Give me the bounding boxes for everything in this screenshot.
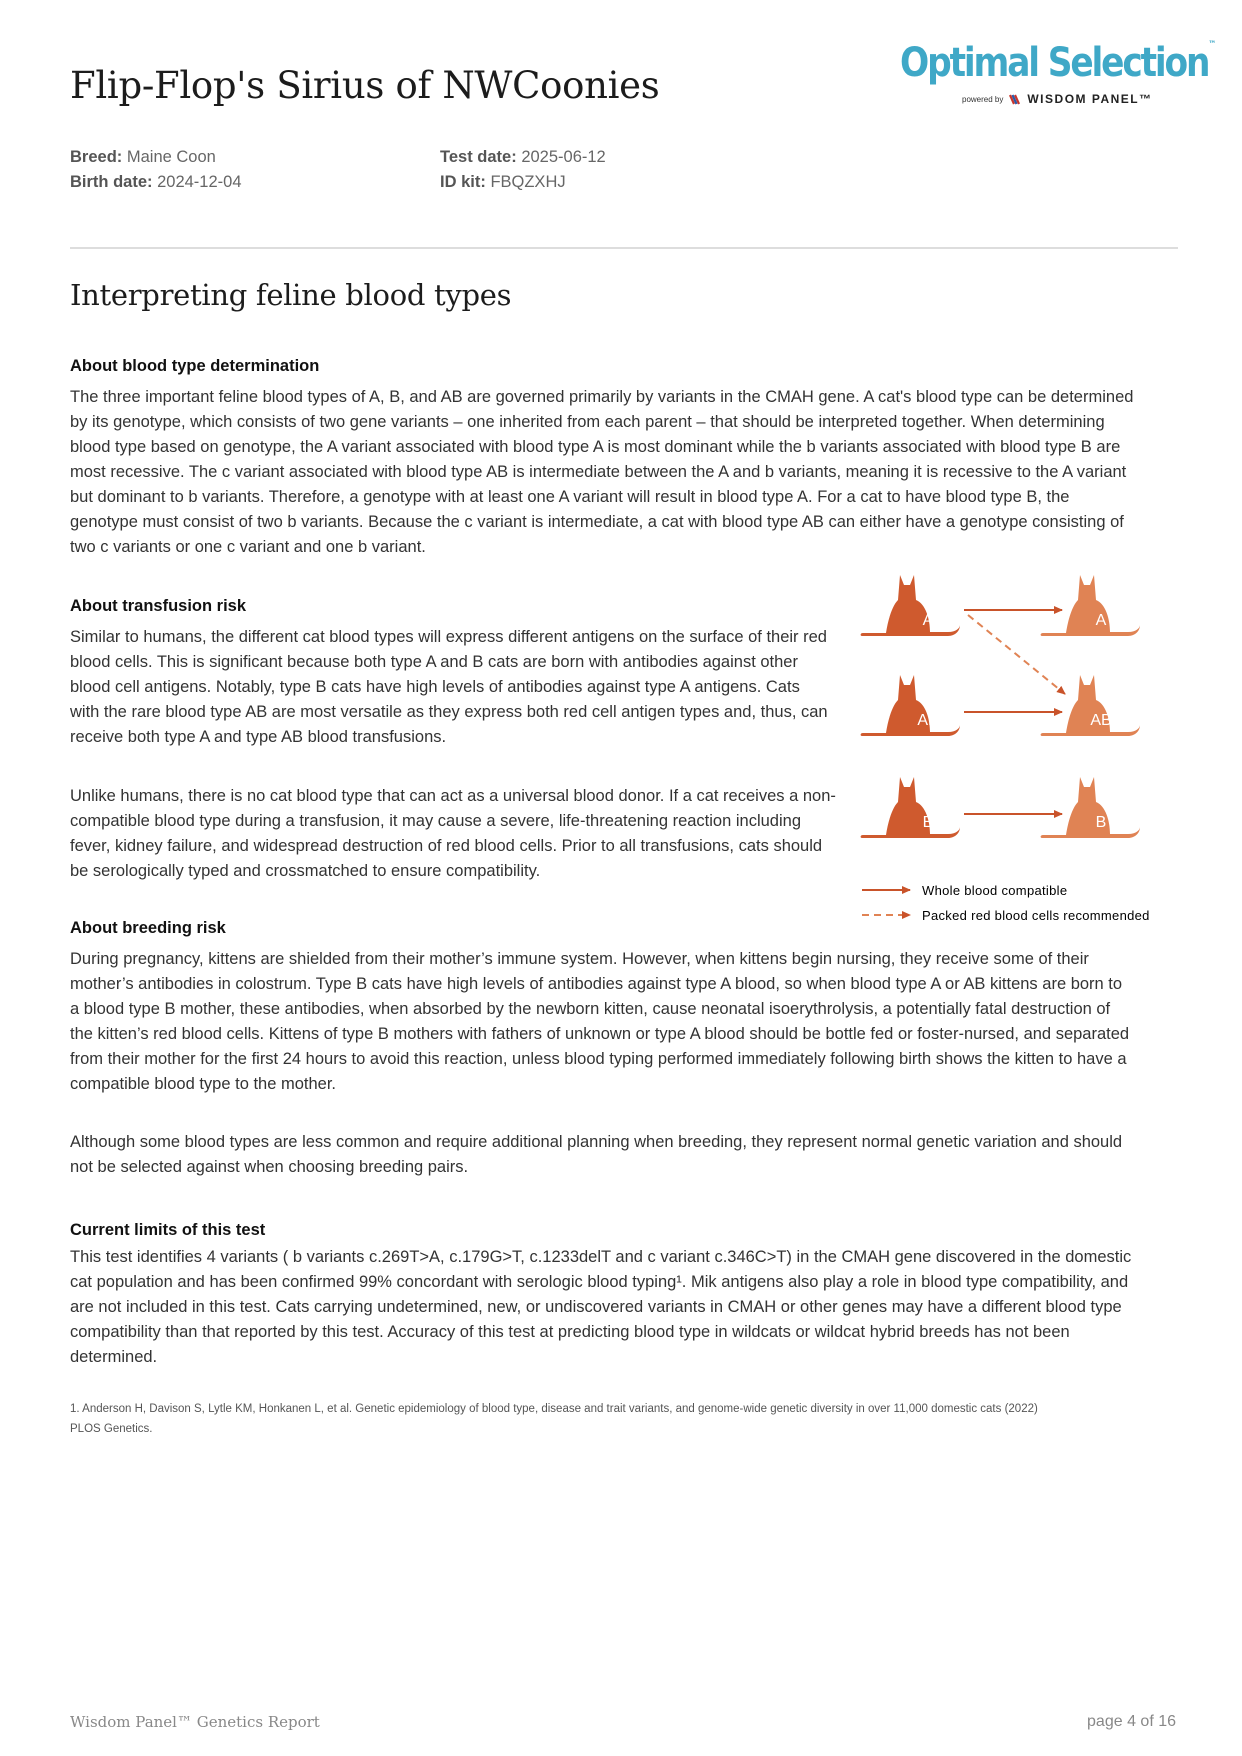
logo-wordmark: Optimal Selection™ bbox=[900, 40, 1217, 86]
svg-text:A: A bbox=[1095, 612, 1107, 629]
svg-text:B: B bbox=[1095, 814, 1107, 831]
page-number: page 4 of 16 bbox=[1087, 1713, 1176, 1730]
determination-paragraph: The three important feline blood types of A, B, and AB are governed primarily by variants in the CMAH gene. A cat's blood type can be determined by its genotype, which consists of two gene variants – one inherited from each parent – that should be interpreted together. When determining blood type based on genotype, the A variant associated with blood type A is most dominant while the b variants associated with blood type B are most recessive. The c variant associated with blood type AB is intermediate between the A and b variants, meaning it is recessive to the A variant but dominant to b variants. Therefore, a genotype with at least one A variant will result in blood type A. For a cat to have blood type B, the genotype must consist of two b variants. Because the c variant is intermediate, a cat with blood type AB can either have a genotype consisting of two c variants or one c variant and one b variant. bbox=[70, 388, 1134, 556]
svg-text:B: B bbox=[922, 814, 934, 831]
svg-text:AB: AB bbox=[917, 712, 939, 729]
footer-report-name: Wisdom Panel™ Genetics Report bbox=[70, 1713, 320, 1731]
recipient-cat-a bbox=[1041, 575, 1140, 636]
logo-powered-by: powered by WISDOM PANEL™ bbox=[962, 92, 1153, 106]
wisdom-panel-mark-icon bbox=[1009, 94, 1021, 105]
svg-text:AB: AB bbox=[1090, 712, 1112, 729]
determination-heading: About blood type determination bbox=[70, 357, 320, 375]
donor-cat-a bbox=[861, 575, 960, 636]
meta-left bbox=[70, 145, 242, 195]
breed-row: Breed: Maine Coon bbox=[70, 148, 216, 166]
donor-cat-ab bbox=[861, 675, 960, 736]
breeding-heading: About breeding risk bbox=[70, 919, 226, 937]
header-divider bbox=[70, 247, 1178, 249]
transfusion-paragraph-2: Unlike humans, there is no cat blood type that can act as a universal blood donor. If a cat receives a non- compatible blood type during a transfusion, it may cause a severe, life-threatening reaction including fever, kidney failure, and widespread destruction of red blood cells. Prior to all transfusions, cats should be serologically typed and crossmatched to ensure compatibility. bbox=[70, 787, 836, 880]
birth-date-row: Birth date: 2024-12-04 bbox=[70, 173, 242, 191]
recipient-cat-ab bbox=[1041, 675, 1140, 736]
meta-right bbox=[440, 145, 606, 195]
limits-paragraph: This test identifies 4 variants ( b variants c.269T>A, c.179G>T, c.1233delT and c variant c.346C>T) in the CMAH gene discovered in the domestic cat population and has been confirmed 99% concordant with serologic blood typing¹. Mik antigens also play a role in blood type compatibility, and are not included in this test. Cats carrying undetermined, new, or undiscovered variants in CMAH or other genes may have a different blood type compatibility than that reported by this test. Accuracy of this test at predicting blood type in wildcats or wildcat hybrid breeds has not been determined. bbox=[70, 1248, 1132, 1366]
donor-cat-b bbox=[861, 777, 960, 838]
legend-dashed-label: Packed red blood cells recommended bbox=[922, 908, 1150, 923]
blood-compatibility-diagram bbox=[860, 570, 1180, 940]
transfusion-paragraph-1: Similar to humans, the different cat blood types will express different antigens on the surface of their red blood cells. This is significant because both type A and B cats are born with antibodies against other blood cell antigens. Notably, type B cats have high levels of antibodies against type A antigens. Cats with the rare blood type AB are most versatile as they express both red cell antigen types and, thus, can receive both type A and type AB blood transfusions. bbox=[70, 628, 828, 746]
optimal-selection-logo bbox=[900, 40, 1217, 106]
breeding-paragraph-1: During pregnancy, kittens are shielded from their mother’s immune system. However, when kittens begin nursing, they receive some of their mother’s antibodies in colostrum. Type B cats have high levels of antibodies against type A blood, so when blood type A or AB kittens are born to a blood type B mother, these antibodies, when absorbed by the newborn kitten, cause neonatal isoerythrolysis, a potentially fatal destruction of the kitten’s red blood cells. Kittens of type B mothers with fathers of unknown or type A blood should be bottle fed or foster-nursed, and separated from their mother for the first 24 hours to avoid this reaction, unless blood typing performed immediately following birth shows the kitten to have a compatible blood type to the mother. bbox=[70, 950, 1130, 1093]
section-title: Interpreting feline blood types bbox=[70, 278, 512, 312]
footnote: 1. Anderson H, Davison S, Lytle KM, Honkanen L, et al. Genetic epidemiology of blood type, disease and trait variants, and genome-wide genetic diversity in over 11,000 domestic cats (2022) PLOS Genetics. bbox=[70, 1403, 1038, 1435]
breeding-paragraph-2: Although some blood types are less common and require additional planning when breeding, they represent normal genetic variation and should not be selected against when choosing breeding pairs. bbox=[70, 1133, 1123, 1176]
transfusion-heading: About transfusion risk bbox=[70, 597, 247, 615]
report-title: Flip-Flop's Sirius of NWCoonies bbox=[70, 64, 660, 107]
arrow-a-to-ab-dashed bbox=[968, 615, 1065, 694]
legend-solid-label: Whole blood compatible bbox=[922, 883, 1068, 898]
test-date-row: Test date: 2025-06-12 bbox=[440, 148, 606, 166]
recipient-cat-b bbox=[1041, 777, 1140, 838]
id-kit-row: ID kit: FBQZXHJ bbox=[440, 173, 566, 191]
svg-text:A: A bbox=[922, 612, 934, 629]
limits-heading: Current limits of this test bbox=[70, 1221, 266, 1239]
